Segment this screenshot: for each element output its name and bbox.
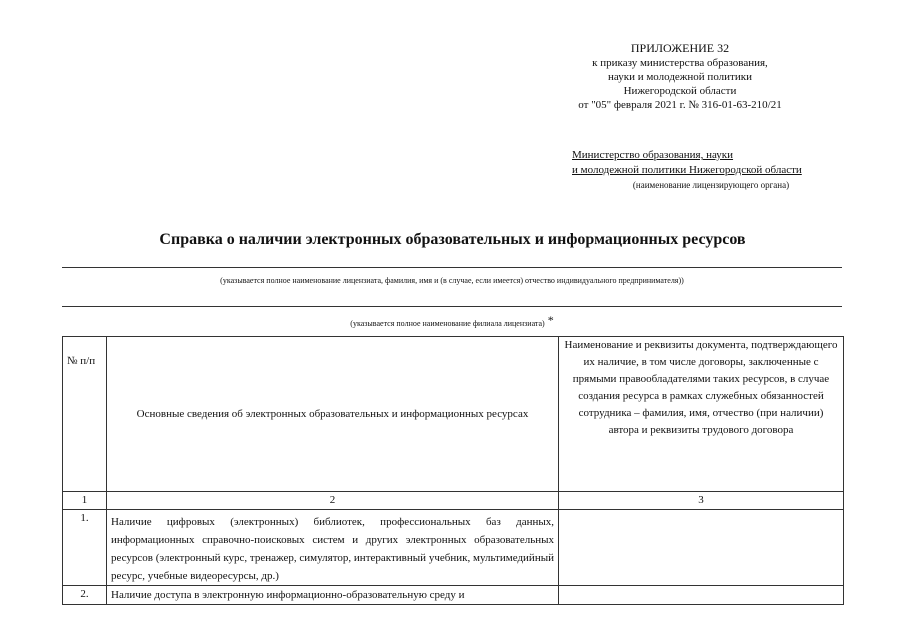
licensee-fill-line xyxy=(62,267,842,268)
column-number: 2 xyxy=(107,492,559,510)
row-text: Наличие цифровых (электронных) библиотек, профессиональных баз данных, информационных справочно-поисковых систем и других электронных образовательных ресурсов (электронный курс, тренажер, симулятор, интерактивный учебник, мультимедийный ресурс, учебные видеоресурсы, др.) xyxy=(107,510,559,586)
branch-caption-wrap xyxy=(62,313,842,328)
row-document-cell[interactable] xyxy=(559,510,844,586)
licensor-name-line2: и молодежной политики Нижегородской области xyxy=(572,164,802,176)
document-title: Справка о наличии электронных образовательных и информационных ресурсов xyxy=(159,231,746,248)
column-number: 3 xyxy=(559,492,844,510)
appendix-line: науки и молодежной политики xyxy=(608,71,752,83)
appendix-title: ПРИЛОЖЕНИЕ 32 xyxy=(630,41,730,55)
licensee-caption: (указывается полное наименование лицензиата, фамилия, имя и (в случае, если имеется) отчество индивидуального предпринимателя)) xyxy=(220,276,684,285)
table-row xyxy=(63,510,844,586)
header-document: Наименование и реквизиты документа, подтверждающего их наличие, в том числе договоры, заключенные с прямыми правообладателями таких ресурсов, в случае создания ресурса в рамках служебных обязанностей сотрудника – фамилия, имя, отчество (при наличии) автора и реквизиты трудового договора xyxy=(559,337,844,492)
table-row xyxy=(63,586,844,605)
appendix-block xyxy=(520,40,840,112)
appendix-line: к приказу министерства образования, xyxy=(592,57,768,69)
row-number: 2. xyxy=(63,586,107,605)
licensor-name-line1: Министерство образования, науки xyxy=(572,149,734,161)
header-number: № п/п xyxy=(63,337,107,492)
column-number-row xyxy=(63,492,844,510)
column-number: 1 xyxy=(63,492,107,510)
branch-fill-line xyxy=(62,306,842,307)
licensor-caption: (наименование лицензирующего органа) xyxy=(632,180,790,190)
row-number: 1. xyxy=(63,510,107,586)
row-document-cell[interactable] xyxy=(559,586,844,605)
branch-caption: (указывается полное наименование филиала лицензиата) xyxy=(350,319,545,328)
table-header-row xyxy=(63,337,844,492)
row-text: Наличие доступа в электронную информационно-образовательную среду и xyxy=(107,586,559,605)
licensor-block xyxy=(566,148,856,191)
footnote-asterisk: * xyxy=(547,313,554,327)
appendix-line: Нижегородской области xyxy=(623,85,737,97)
resources-table xyxy=(62,336,844,605)
appendix-line: от "05" февраля 2021 г. № 316-01-63-210/21 xyxy=(578,99,782,111)
header-main-info: Основные сведения об электронных образовательных и информационных ресурсах xyxy=(107,337,559,492)
